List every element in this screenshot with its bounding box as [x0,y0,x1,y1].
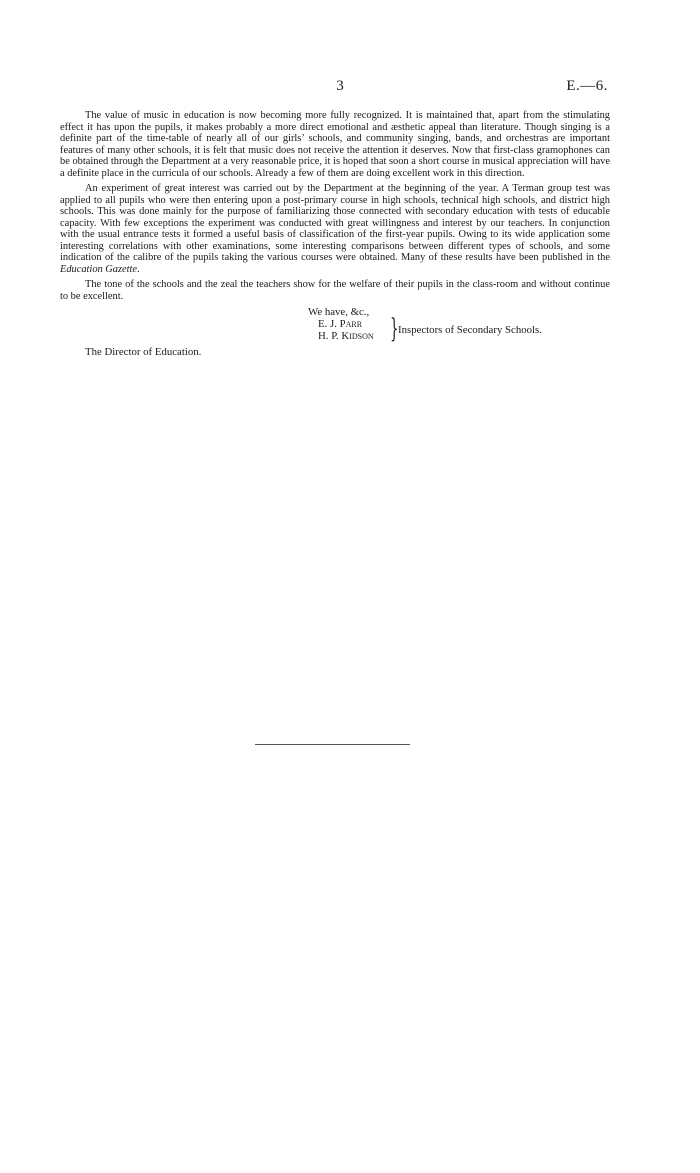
gazette-title: Education Gazette [60,263,138,275]
document-reference: E.—6. [566,78,608,94]
report-body [60,110,610,358]
right-brace-icon: } [390,314,399,344]
paragraph-music: The value of music in education is now becoming more fully recognized. It is maintained that, apart from the stimulating effect it has upon the pupils, it makes probably a more direct emotional and æsthetic appeal than literature. Though singing is a definite part of the time-table of nearly all of our girls’ schools, and community singing, bands, and orchestras are important features of many other schools, it is felt that music does not receive the attention it deserves. Now that first-class gramophones can be obtained through the Department at a very reasonable price, it is hoped that soon a short course in musical appreciation will have a definite place in the curricula of our schools. Already a few of them are doing excellent work in this direction. [60,110,610,179]
paragraph-experiment-text: An experiment of great interest was carried out by the Department at the beginning of the year. A Terman group test was applied to all pupils who were then entering upon a post-primary course in high schools, technical high schools, and district high schools. This was done mainly for the purpose of familiarizing those connected with secondary education with tests of educable capacity. With few exceptions the experiment was conducted with great willingness and interest by our teachers. In conjunction with the usual entrance tests it formed a useful basis of classification of the first-year pupils. Owing to its wide application some interesting correlations with other examinations, some interesting comparisons between different types of schools, and some indication of the calibre of the pupils taking the various courses were obtained. Many of these results have been published in the [60,183,610,263]
signer-2-surname: Kidson [341,330,374,342]
paragraph-tone: The tone of the schools and the zeal the teachers show for the welfare of their pupils in the class-room and without continue to be excellent. [60,279,610,302]
signer-title: Inspectors of Secondary Schools. [398,324,542,336]
paragraph-experiment [60,183,610,275]
addressee: The Director of Education. [85,346,202,358]
signer-1-initials: E. J. [318,318,337,330]
signature-block [318,314,610,346]
signer-1-surname: Parr [339,318,363,330]
signer-2-initials: H. P. [318,330,339,342]
page-number: 3 [336,78,344,94]
end-rule [255,744,410,745]
salutation: We have, &c., [308,306,370,318]
paragraph-experiment-end: . [137,263,140,275]
